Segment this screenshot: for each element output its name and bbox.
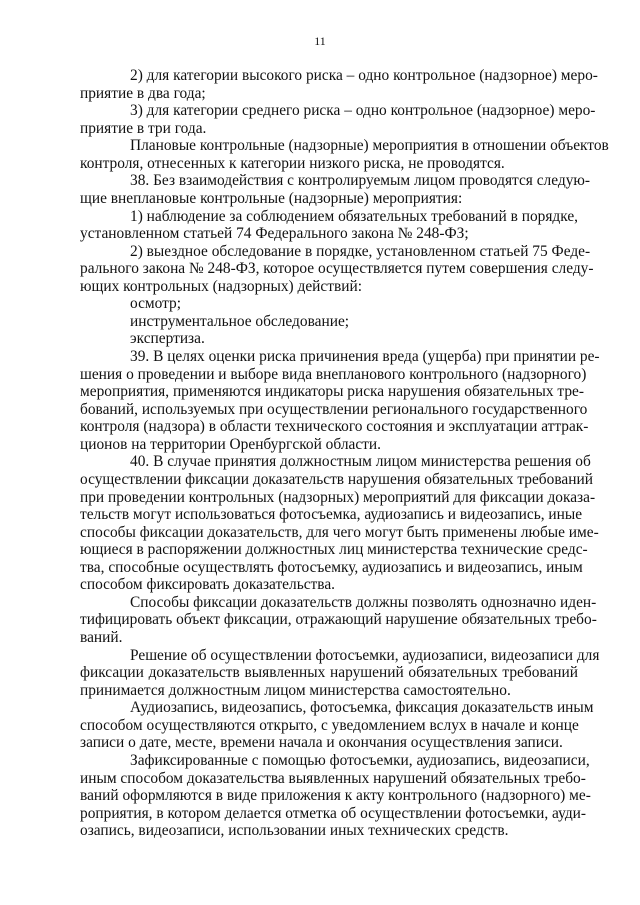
text-line: 3) для категории среднего риска – одно контрольное (надзорное) меро- xyxy=(130,102,596,120)
text-line: приятие в два года; xyxy=(80,84,206,102)
text-line: осуществлении фиксации доказательств нарушения обязательных требований xyxy=(80,470,593,488)
text-line: установленном статьей 74 Федерального закона № 248-ФЗ; xyxy=(80,225,469,243)
text-line: осмотр; xyxy=(130,295,182,313)
text-line: 40. В случае принятия должностным лицом министерства решения об xyxy=(130,453,591,471)
text-line: щие внеплановые контрольные (надзорные) мероприятия: xyxy=(80,189,463,207)
paragraph xyxy=(80,593,597,647)
text-line: 39. В целях оценки риска причинения вреда (ущерба) при принятии ре- xyxy=(130,348,600,365)
paragraph xyxy=(80,313,578,331)
text-line: приятие в три года. xyxy=(80,119,207,137)
text-line: способом фиксировать доказательства. xyxy=(80,576,336,594)
paragraph xyxy=(80,295,578,313)
document-body xyxy=(80,67,609,840)
text-line: инструментальное обследование; xyxy=(130,312,350,330)
text-line: тва, способные осуществлять фотосъемку, аудиозапись и видеозапись, иным xyxy=(80,558,583,576)
text-line: принимается должностным лицом министерства самостоятельно. xyxy=(80,681,511,699)
text-line: 38. Без взаимодействия с контролируемым лицом проводятся следую- xyxy=(130,172,591,190)
text-line: Решение об осуществлении фотосъемки, аудиозаписи, видеозаписи для xyxy=(130,646,600,664)
paragraph xyxy=(80,67,598,102)
paragraph xyxy=(80,699,594,752)
text-line: контроля, отнесенных к категории низкого риска, не проводятся. xyxy=(80,154,505,172)
text-line: Плановые контрольные (надзорные) мероприятия в отношении объектов xyxy=(130,137,609,155)
paragraph xyxy=(80,172,591,207)
text-line: Аудиозапись, видеозапись, фотосъемка, фиксация доказательств иным xyxy=(130,699,594,717)
text-line: фиксации доказательств выявленных нарушений обязательных требований xyxy=(80,664,578,682)
text-line: ваний оформляются в виде приложения к акту контрольного (надзорного) ме- xyxy=(80,787,591,805)
text-line: бований, используемых при осуществлении регионального государственного xyxy=(80,400,588,418)
paragraph xyxy=(80,102,596,137)
text-line: контроля (надзора) в области технического состояния и эксплуатации аттрак- xyxy=(80,418,589,436)
text-line: способом осуществляются открыто, с уведомлением вслух в начале и конце xyxy=(80,716,579,734)
text-line: 2) для категории высокого риска – одно контрольное (надзорное) меро- xyxy=(130,67,598,84)
text-line: озапись, видеозаписи, использовании иных технических средств. xyxy=(80,822,509,840)
paragraph xyxy=(80,208,578,243)
text-line: тельств могут использоваться фотосъемка, аудиозапись и видеозапись, иные xyxy=(80,506,583,524)
paragraph xyxy=(80,751,591,840)
text-line: способы фиксации доказательств, для чего могут быть применены любые име- xyxy=(80,523,599,541)
text-line: ваний. xyxy=(80,629,123,646)
text-line: тифицировать объект фиксации, отражающий нарушение обязательных требо- xyxy=(80,611,597,629)
text-line: рального закона № 248-ФЗ, которое осуществляется путем совершения следу- xyxy=(80,260,594,278)
page-number: 11 xyxy=(314,34,326,48)
text-line: записи о дате, месте, времени начала и окончания осуществления записи. xyxy=(80,734,563,752)
text-line: Способы фиксации доказательств должны позволять однозначно иден- xyxy=(130,593,597,611)
text-line: ющих контрольных (надзорных) действий: xyxy=(80,277,362,295)
text-line: мероприятия, применяются индикаторы риска нарушения обязательных тре- xyxy=(80,383,584,401)
text-line: ционов на территории Оренбургской области. xyxy=(80,435,381,453)
text-line: 1) наблюдение за соблюдением обязательных требований в порядке, xyxy=(130,207,579,225)
paragraph xyxy=(80,453,599,594)
text-line: иным способом доказательства выявленных нарушений обязательных требо- xyxy=(80,769,586,787)
text-line: экспертиза. xyxy=(130,330,205,348)
paragraph xyxy=(80,646,600,700)
text-line: 2) выездное обследование в порядке, установленном статьей 75 Феде- xyxy=(130,242,591,260)
paragraph xyxy=(80,348,600,453)
paragraph xyxy=(80,242,594,296)
text-line: Зафиксированные с помощью фотосъемки, аудиозапись, видеозаписи, xyxy=(130,751,590,769)
paragraph xyxy=(80,137,609,172)
text-line: при проведении контрольных (надзорных) мероприятий для фиксации доказа- xyxy=(80,488,596,506)
text-line: роприятия, в котором делается отметка об осуществлении фотосъемки, ауди- xyxy=(80,804,587,822)
text-line: шения о проведении и выборе вида внепланового контрольного (надзорного) xyxy=(80,365,587,383)
text-line: ющиеся в распоряжении должностных лиц министерства технические средс- xyxy=(80,541,588,559)
paragraph xyxy=(80,330,578,348)
